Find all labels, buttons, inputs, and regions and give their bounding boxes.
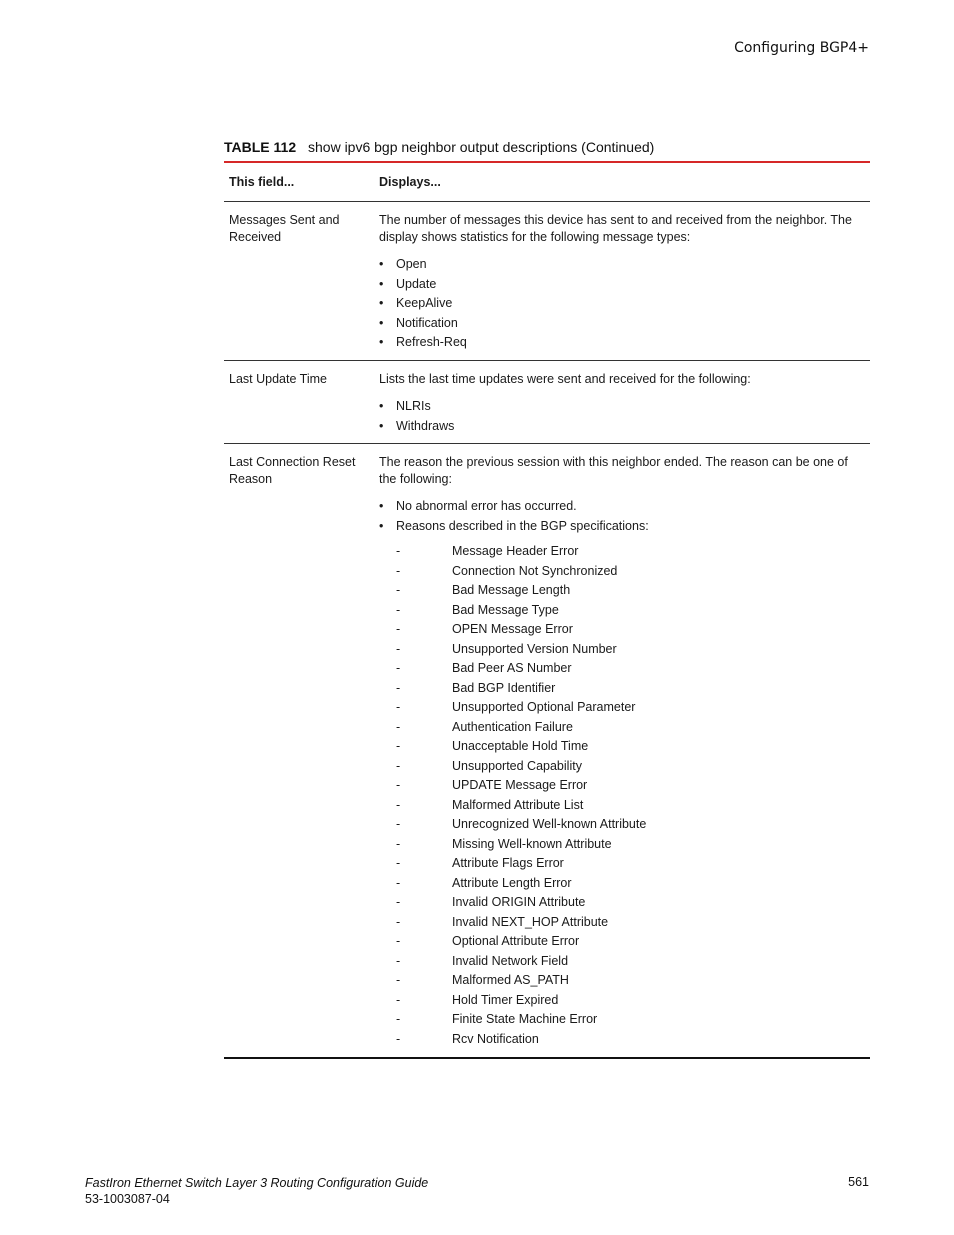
list-item: - Connection Not Synchronized [379, 562, 854, 582]
list-item: - Finite State Machine Error [379, 1010, 854, 1030]
table-row [224, 202, 870, 361]
table-header-row [224, 163, 870, 202]
bullet-list [379, 255, 854, 353]
list-item: - Invalid Network Field [379, 952, 854, 972]
bullet-list [379, 497, 854, 536]
footer-doc-info [85, 1175, 428, 1207]
list-item: - Rcv Notification [379, 1030, 854, 1050]
table-row [224, 444, 870, 1059]
list-item: • Open [379, 255, 854, 275]
list-item: - Invalid NEXT_HOP Attribute [379, 913, 854, 933]
descriptions-table [224, 161, 870, 1059]
list-item: - Authentication Failure [379, 718, 854, 738]
bullet-list [379, 397, 854, 436]
field-name: Last Update Time [229, 372, 327, 386]
field-name: Messages Sent and Received [229, 213, 340, 244]
list-item: - Message Header Error [379, 542, 854, 562]
column-header-displays: Displays... [379, 175, 441, 189]
list-item: - Unrecognized Well-known Attribute [379, 815, 854, 835]
list-item: • No abnormal error has occurred. [379, 497, 854, 517]
list-item: • Update [379, 275, 854, 295]
field-description: Lists the last time updates were sent and received for the following: [379, 372, 751, 386]
running-header: Configuring BGP4+ [734, 40, 869, 56]
column-header-field: This field... [229, 175, 295, 189]
table-caption-label: TABLE 112 [224, 139, 297, 155]
page-number: 561 [848, 1175, 869, 1189]
list-item: - Bad Peer AS Number [379, 659, 854, 679]
list-item: - Unacceptable Hold Time [379, 737, 854, 757]
list-item: • Withdraws [379, 417, 854, 437]
list-item: - Bad Message Length [379, 581, 854, 601]
list-item: - Bad Message Type [379, 601, 854, 621]
list-item: - Unsupported Capability [379, 757, 854, 777]
field-description: The number of messages this device has sent to and received from the neighbor. The display shows statistics for the following message types: [379, 213, 852, 244]
list-item: - Bad BGP Identifier [379, 679, 854, 699]
table-caption [224, 139, 654, 155]
field-description: The reason the previous session with this neighbor ended. The reason can be one of the following: [379, 455, 848, 486]
list-item: - UPDATE Message Error [379, 776, 854, 796]
list-item: • Reasons described in the BGP specifications: [379, 517, 854, 537]
table-caption-text: show ipv6 bgp neighbor output descriptions (Continued) [308, 139, 655, 155]
list-item: • NLRIs [379, 397, 854, 417]
list-item: • Notification [379, 314, 854, 334]
list-item: - Missing Well-known Attribute [379, 835, 854, 855]
list-item: - OPEN Message Error [379, 620, 854, 640]
list-item: - Unsupported Optional Parameter [379, 698, 854, 718]
list-item: - Malformed AS_PATH [379, 971, 854, 991]
table-row [224, 361, 870, 444]
list-item: - Malformed Attribute List [379, 796, 854, 816]
reason-sublist [379, 542, 854, 1049]
list-item: - Optional Attribute Error [379, 932, 854, 952]
list-item: • KeepAlive [379, 294, 854, 314]
list-item: - Invalid ORIGIN Attribute [379, 893, 854, 913]
list-item: - Attribute Flags Error [379, 854, 854, 874]
list-item: - Attribute Length Error [379, 874, 854, 894]
list-item: - Hold Timer Expired [379, 991, 854, 1011]
field-name: Last Connection Reset Reason [229, 455, 356, 486]
footer-guide-title: FastIron Ethernet Switch Layer 3 Routing Configuration Guide [85, 1176, 429, 1190]
footer-doc-number: 53-1003087-04 [85, 1192, 170, 1206]
list-item: • Refresh-Req [379, 333, 854, 353]
list-item: - Unsupported Version Number [379, 640, 854, 660]
